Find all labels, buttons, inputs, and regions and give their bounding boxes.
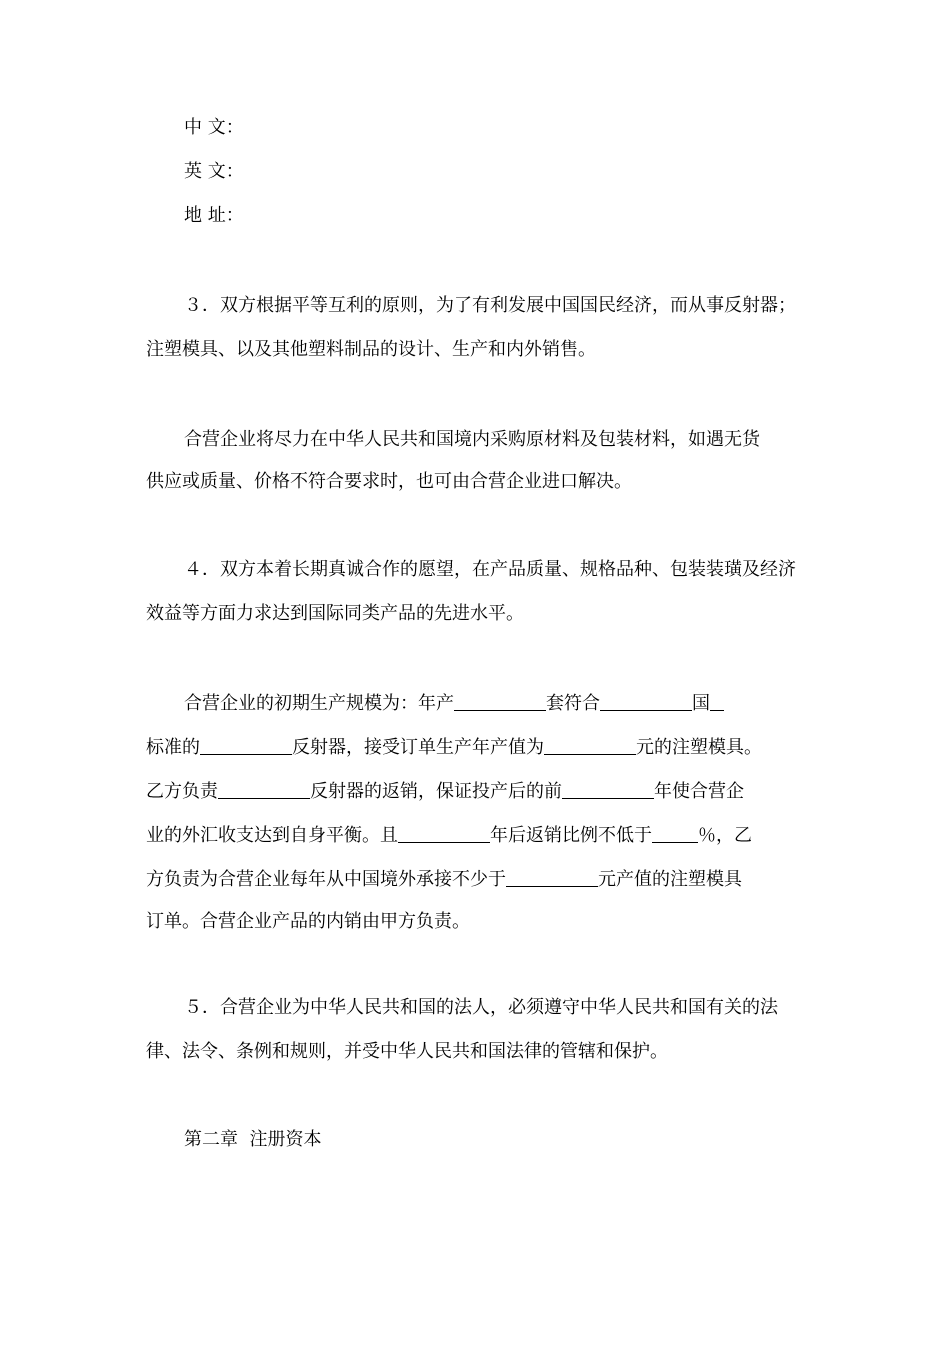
scale-line1 [184,690,724,716]
scale-line6: 订单。合营企业产品的内销由甲方负责。 [146,911,470,932]
field-chinese-name: 中 文： [184,117,244,138]
scale-text: 元的注塑模具。 [636,737,762,758]
scale-text: 标准的 [146,737,200,758]
scale-line2 [146,734,762,760]
purchase-line2: 供应或质量、价格不符合要求时，也可由合营企业进口解决。 [146,471,632,492]
scale-text: 方负责为合营企业每年从中国境外承接不少于 [146,869,506,890]
clause5-line2: 律、法令、条例和规则，并受中华人民共和国法律的管辖和保护。 [146,1041,668,1062]
scale-text: 反射器的返销，保证投产后的前 [310,781,562,802]
field-english-name: 英 文： [184,161,244,182]
scale-text: 反射器，接受订单生产年产值为 [292,737,544,758]
blank-overseas-value[interactable] [506,866,598,887]
field-address: 地 址： [184,205,244,226]
blank-underline-tail [710,690,724,711]
scale-line5 [146,866,742,892]
clause3-line1: ３．双方根据平等互利的原则，为了有利发展中国国民经济，而从事反射器； [184,295,796,316]
scale-text: 国 [692,693,710,714]
scale-line3 [146,778,744,804]
blank-years-after[interactable] [398,822,490,843]
chapter2-title: 第二章 注册资本 [184,1129,322,1150]
scale-text: 年使合营企 [654,781,744,802]
clause4-line1: ４．双方本着长期真诚合作的愿望，在产品质量、规格品种、包装装璜及经济 [184,559,796,580]
blank-export-quantity[interactable] [218,778,310,799]
blank-order-value[interactable] [544,734,636,755]
scale-text: 元产值的注塑模具 [598,869,742,890]
scale-text: 年后返销比例不低于 [490,825,652,846]
blank-standard-country[interactable] [600,690,692,711]
scale-text: 乙方负责 [146,781,218,802]
scale-text: 套符合 [546,693,600,714]
clause3-line2: 注塑模具、以及其他塑料制品的设计、生产和内外销售。 [146,339,596,360]
scale-text: ％，乙 [698,825,752,846]
clause5-line1: ５．合营企业为中华人民共和国的法人，必须遵守中华人民共和国有关的法 [184,997,778,1018]
scale-text: 业的外汇收支达到自身平衡。且 [146,825,398,846]
blank-annual-output[interactable] [454,690,546,711]
blank-percent[interactable] [652,822,698,843]
scale-line4 [146,822,752,848]
blank-years-balance[interactable] [562,778,654,799]
blank-standard[interactable] [200,734,292,755]
purchase-line1: 合营企业将尽力在中华人民共和国境内采购原材料及包装材料，如遇无货 [184,429,760,450]
clause4-line2: 效益等方面力求达到国际同类产品的先进水平。 [146,603,524,624]
scale-text: 合营企业的初期生产规模为：年产 [184,693,454,714]
